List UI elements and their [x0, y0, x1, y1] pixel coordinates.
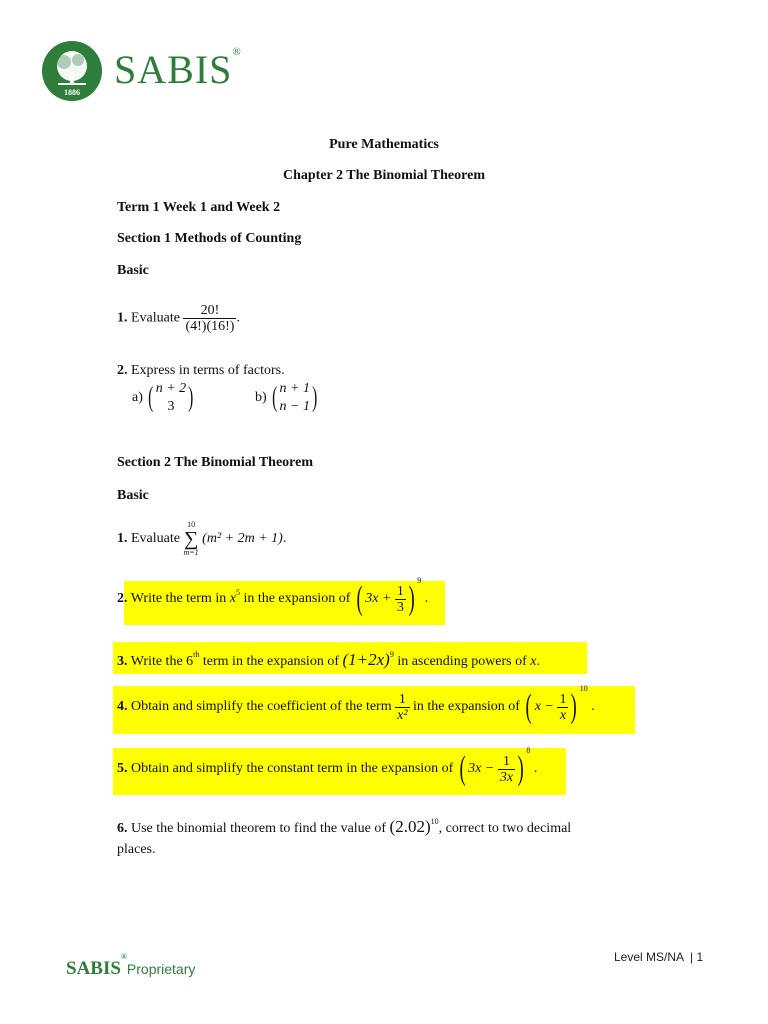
s2-question-3: 3. Write the 6th term in the expansion of $(1+2x)^9$ in ascending powers of x.: [117, 650, 541, 669]
footer-logo: SABIS®Proprietary: [66, 951, 196, 979]
subject-title: Pure Mathematics: [329, 137, 439, 152]
s2-question-2: 2. Write the term in $x^5$ in the expansion of ( 3x + $\frac{1}{3}$ ) $^9$ .: [117, 575, 429, 617]
page-level-number: Level MS/NA | 1: [614, 950, 704, 964]
s1-question-2: 2. Express in terms of factors.: [117, 363, 285, 378]
s2-question-6-cont: places.: [117, 842, 156, 857]
section2-heading: Section 2 The Binomial Theorem: [117, 455, 314, 470]
s1-q2a: a) ( n + 2 3 ): [132, 381, 194, 414]
logo-wordmark: SABIS®: [114, 45, 242, 92]
s2-question-4: 4. Obtain and simplify the coefficient of the term $\frac{1}{\text{x²}}$ in the expansion of ( x − $\frac{1}{x}$ ) $^{10}$ .: [117, 683, 595, 725]
tree-seal-icon: [40, 40, 104, 102]
s2-question-5: 5. Obtain and simplify the constant term in the expansion of ( 3x − $\frac{1}{3x}$ ) $^8$ .: [117, 745, 538, 787]
s1-q1-fraction: $\frac{20!}{(4!)(16!)}$: [185, 303, 235, 334]
section2-level: Basic: [117, 488, 149, 503]
logo: [40, 40, 280, 102]
s1-question-1: 1. Evaluate $\frac{20!}{(4!)(16!)}$ .: [117, 303, 240, 334]
term-heading: Term 1 Week 1 and Week 2: [117, 200, 281, 215]
s1-q2b: b) ( n + 1 n − 1 ): [255, 381, 318, 414]
s2-question-1: 1. Evaluate 10 ∑ m=1 (m² + 2m + 1).: [117, 520, 287, 557]
logo-year: 1886: [64, 88, 80, 97]
chapter-title: Chapter 2 The Binomial Theorem: [283, 168, 485, 183]
section1-level: Basic: [117, 263, 149, 278]
section1-heading: Section 1 Methods of Counting: [117, 231, 302, 246]
s2-question-6: 6. Use the binomial theorem to find the value of $(2.02)^{10}$, correct to two decimal: [117, 817, 572, 836]
